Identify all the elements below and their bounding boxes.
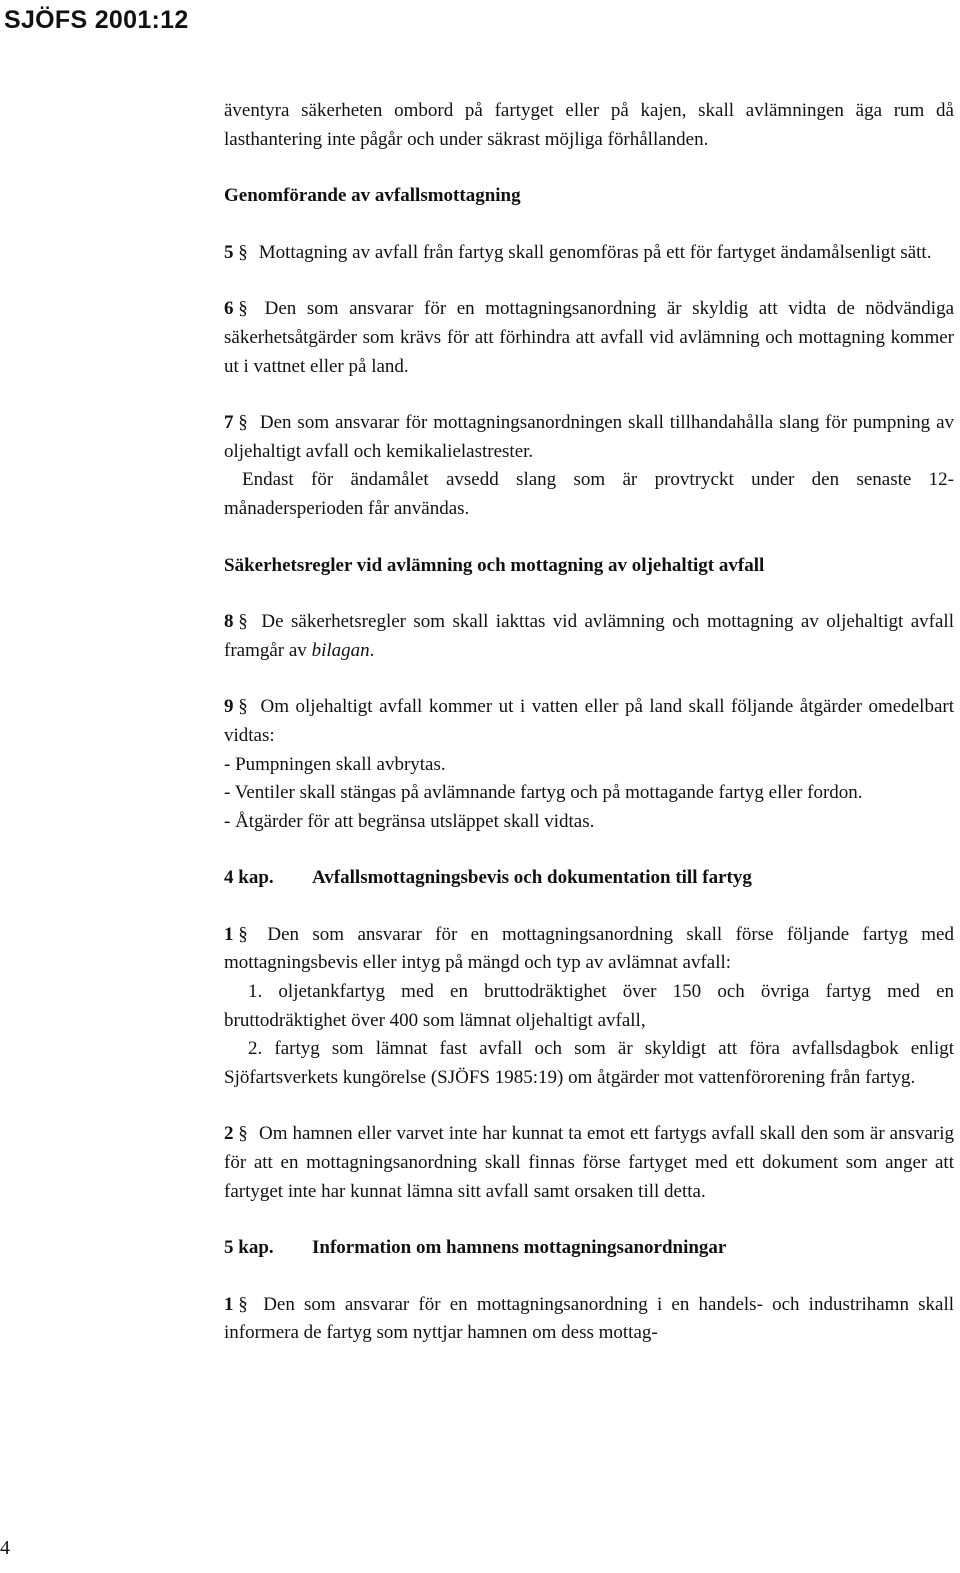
section-text: Om oljehaltigt avfall kommer ut i vatten eller på land skall följande åtgärder omedelbart vidtas: [224,696,954,746]
chapter-title: Information om hamnens mottagningsanordningar [312,1237,727,1259]
section-9-list [224,751,954,837]
section-9 [224,693,954,750]
paragraph-sign: § [238,241,248,263]
section-number: 1 [224,1293,234,1315]
paragraph-sign: § [238,1123,248,1145]
section-7 [224,409,954,466]
section-7-second-paragraph: Endast för ändamålet avsedd slang som är provtryckt under den senaste 12-månadersperioden får användas. [224,469,954,519]
chapter-number: 4 kap. [224,867,274,889]
section-text: Den som ansvarar för mottagningsanordningen skall tillhandahålla slang för pumpning av oljehaltigt avfall och kemikalielastrester. [224,412,954,462]
section-number: 5 [224,241,234,263]
section-text: De säkerhetsregler som skall iakttas vid avlämning och mottagning av oljehaltigt avfall framgår av [224,611,954,661]
list-item: 1. oljetankfartyg med en bruttodräktighet över 150 och övriga fartyg med en bruttodräktighet över 400 som lämnat oljehaltigt avfall, [224,981,954,1031]
chapter-4-section-1 [224,921,954,978]
section-text: Mottagning av avfall från fartyg skall genomföras på ett för fartyget ändamålsenligt sätt. [258,241,932,263]
heading-genomforande: Genomförande av avfallsmottagning [224,185,521,207]
paragraph-sign: § [238,298,248,320]
page-number: 4 [0,1537,10,1559]
section-8 [224,608,954,665]
chapter-5-heading [224,1234,954,1263]
section-5 [224,239,954,268]
section-text: Den som ansvarar för en mottagningsanordning är skyldig att vidta de nödvändiga säkerhetsåtgärder som krävs för att förhindra att avfall vid avlämning och mottagning kommer ut i vattnet eller på land. [224,298,955,377]
paragraph-sign: § [238,696,248,718]
section-number: 1 [224,923,234,945]
chapter-4-section-2 [224,1120,954,1206]
section-6 [224,295,954,381]
list-item: - Ventiler skall stängas på avlämnande fartyg och på mottagande fartyg eller fordon. [224,782,863,804]
section-number: 2 [224,1123,234,1145]
section-number: 8 [224,611,234,633]
list-item: - Åtgärder för att begränsa utsläppet skall vidtas. [224,810,595,832]
chapter-number: 5 kap. [224,1237,274,1259]
section-number: 7 [224,412,234,434]
paragraph-sign: § [238,923,248,945]
document-header: SJÖFS 2001:12 [4,6,189,34]
chapter-title: Avfallsmottagningsbevis och dokumentation till fartyg [312,867,752,889]
document-body [224,97,954,1376]
section-number: 9 [224,696,234,718]
bilagan-reference: bilagan [311,639,370,661]
chapter-4-section-1-list [224,978,954,1092]
list-item: 2. fartyg som lämnat fast avfall och som är skyldigt att föra avfallsdagbok enligt Sjöfartsverkets kungörelse (SJÖFS 1985:19) om åtgärder mot vattenförorening från fartyg. [224,1038,954,1088]
section-text: Den som ansvarar för en mottagningsanordning skall förse följande fartyg med mottagningsbevis eller intyg på mängd och typ av avlämnat avfall: [224,923,954,974]
paragraph-sign: § [238,412,248,434]
section-text: Den som ansvarar för en mottagningsanordning i en handels- och industrihamn skall informera de fartyg som nyttjar hamnen om dess mottag- [224,1293,955,1344]
section-text-end: . [369,639,375,661]
paragraph-sign: § [238,611,248,633]
chapter-5-section-1 [224,1291,954,1348]
chapter-4-heading [224,864,954,893]
section-number: 6 [224,298,234,320]
section-text: Om hamnen eller varvet inte har kunnat ta emot ett fartygs avfall skall den som är ansvarig för att en mottagningsanordning skall finnas förse fartyget med ett dokument som anger att fartyget inte har kunnat lämna sitt avfall samt orsaken till detta. [224,1123,955,1202]
heading-sakerhetsregler: Säkerhetsregler vid avlämning och mottagning av oljehaltigt avfall [224,554,765,576]
paragraph-sign: § [238,1293,248,1315]
intro-paragraph: äventyra säkerheten ombord på fartyget eller på kajen, skall avlämningen äga rum då lasthantering inte pågår och under säkrast möjliga förhållanden. [224,100,954,150]
list-item: - Pumpningen skall avbrytas. [224,753,446,775]
